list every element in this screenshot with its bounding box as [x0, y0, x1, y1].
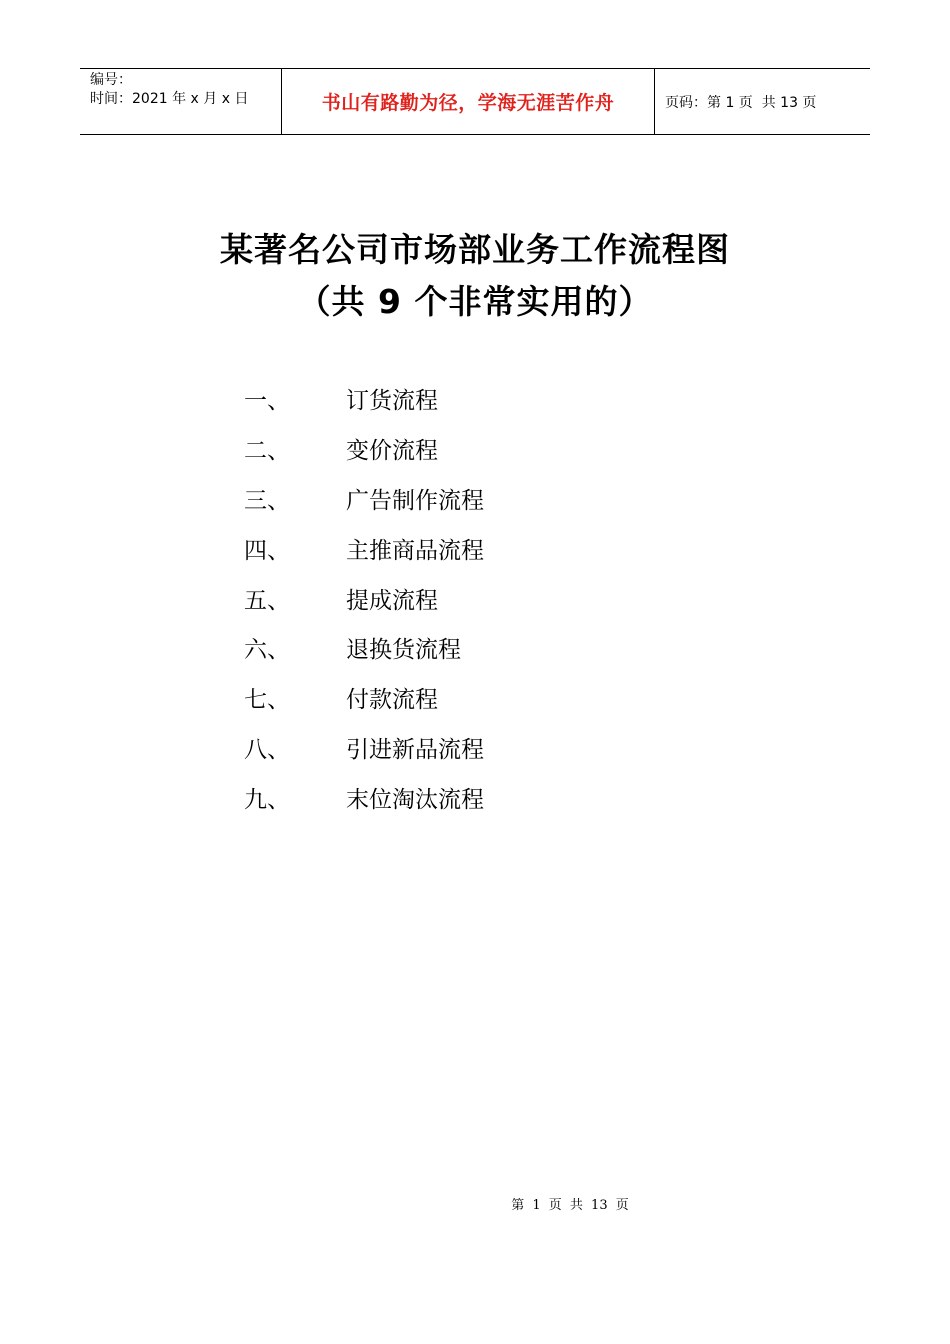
toc-item-label: 广告制作流程	[346, 487, 484, 514]
toc-item-label: 主推商品流程	[346, 537, 484, 564]
number-label: 编号：	[90, 72, 132, 88]
header-meta	[80, 69, 281, 134]
document-subtitle: （共 9 个非常实用的）	[297, 282, 653, 321]
toc-item-number: 八、	[244, 736, 290, 763]
page-info-text: 页码：第 1 页 共 13 页	[665, 94, 817, 111]
toc-item-number: 三、	[244, 487, 290, 514]
toc-item-label: 变价流程	[346, 438, 438, 465]
toc-item-label: 订货流程	[346, 388, 438, 415]
toc-item	[244, 474, 744, 524]
toc-item-label: 末位淘汰流程	[346, 786, 484, 813]
table-of-contents	[244, 374, 744, 822]
toc-item	[244, 523, 744, 573]
toc-item	[244, 673, 744, 723]
toc-item	[244, 623, 744, 673]
header-motto: 书山有路勤为径，学海无涯苦作舟	[281, 69, 655, 134]
toc-item-label: 提成流程	[346, 587, 438, 614]
toc-item	[244, 723, 744, 773]
toc-item-label: 付款流程	[346, 687, 438, 714]
header-page-info	[655, 69, 870, 134]
toc-item-number: 六、	[244, 637, 290, 664]
toc-item-number: 二、	[244, 438, 290, 465]
toc-item	[244, 772, 744, 822]
page-header	[80, 68, 870, 135]
toc-item-number: 一、	[244, 388, 290, 415]
toc-item-number: 四、	[244, 537, 290, 564]
page-footer: 第 1 页 共 13 页	[511, 1198, 629, 1213]
toc-item-number: 五、	[244, 587, 290, 614]
document-title: 某著名公司市场部业务工作流程图	[220, 230, 730, 269]
toc-item-number: 七、	[244, 687, 290, 714]
toc-item	[244, 573, 744, 623]
toc-item-number: 九、	[244, 786, 290, 813]
toc-item-label: 引进新品流程	[346, 736, 484, 763]
time-label: 时间：2021 年 x 月 x 日	[90, 91, 249, 107]
toc-item-label: 退换货流程	[346, 637, 461, 664]
toc-item	[244, 374, 744, 424]
toc-item	[244, 424, 744, 474]
